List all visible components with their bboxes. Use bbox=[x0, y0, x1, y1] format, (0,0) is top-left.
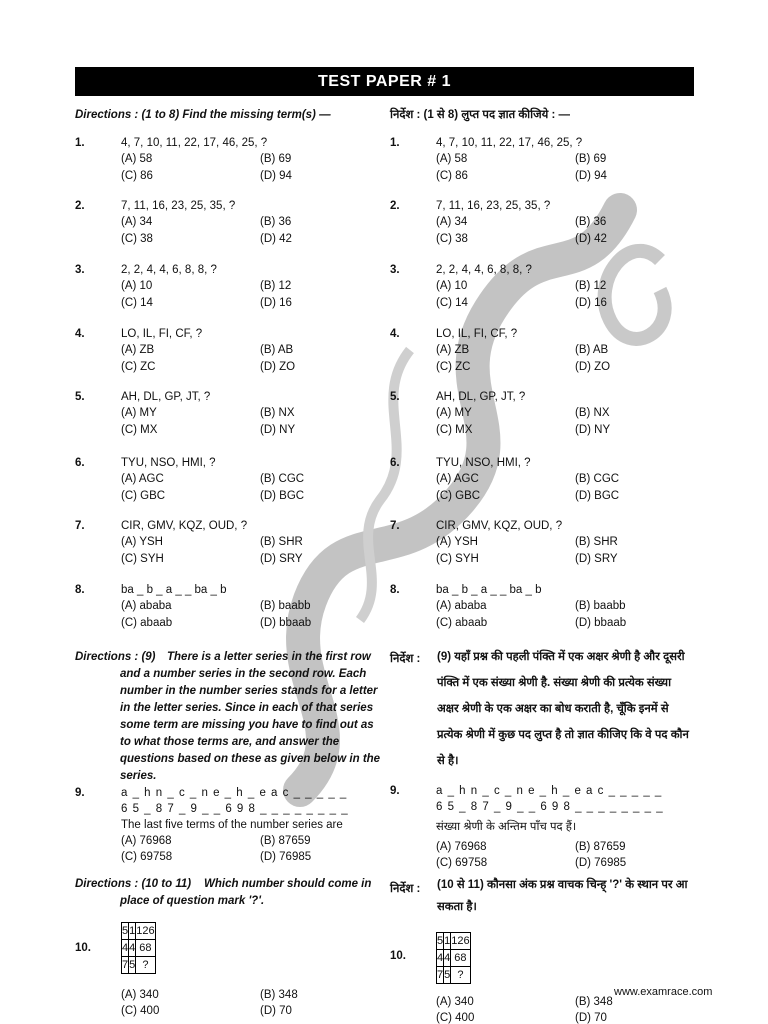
question-text: AH, DL, GP, JT, ? bbox=[436, 391, 526, 403]
option-b: (B) AB bbox=[575, 344, 609, 356]
option-a: (A) MY bbox=[121, 407, 157, 419]
option-c: (C) 38 bbox=[121, 233, 153, 245]
question-number: 4. bbox=[390, 328, 400, 340]
question-number: 5. bbox=[75, 391, 85, 403]
question-text: LO, IL, FI, CF, ? bbox=[436, 328, 518, 340]
option-c: (C) MX bbox=[121, 424, 158, 436]
question-text: 4, 7, 10, 11, 22, 17, 46, 25, ? bbox=[121, 137, 268, 149]
option-d: (D) ZO bbox=[575, 361, 611, 373]
option-d: (D) 42 bbox=[260, 233, 292, 245]
option-a: (A) ZB bbox=[121, 344, 155, 356]
option-b: (B) 12 bbox=[260, 280, 292, 292]
option-b: (B) 12 bbox=[575, 280, 607, 292]
option-b: (B) AB bbox=[260, 344, 294, 356]
option-c: (C) 86 bbox=[121, 170, 153, 182]
question-text: 7, 11, 16, 23, 25, 35, ? bbox=[121, 200, 236, 212]
question-text: 4, 7, 10, 11, 22, 17, 46, 25, ? bbox=[436, 137, 583, 149]
option-a: (A) 10 bbox=[121, 280, 153, 292]
question-text: TYU, NSO, HMI, ? bbox=[436, 457, 531, 469]
option-d: (D) SRY bbox=[260, 553, 303, 565]
option-d: (D) 94 bbox=[575, 170, 607, 182]
option-b: (B) NX bbox=[260, 407, 295, 419]
question-number: 8. bbox=[75, 584, 85, 596]
option-c: (C) 14 bbox=[436, 297, 468, 309]
option-b: (B) 36 bbox=[260, 216, 292, 228]
question-text: ba _ b _ a _ _ ba _ b bbox=[436, 584, 542, 596]
option-b: (B) 69 bbox=[575, 153, 607, 165]
option-b: (B) 69 bbox=[260, 153, 292, 165]
option-b: (B) CGC bbox=[260, 473, 305, 485]
option-c: (C) SYH bbox=[121, 553, 164, 565]
option-a: (A) AGC bbox=[121, 473, 164, 485]
option-a: (A) YSH bbox=[121, 536, 163, 548]
option-d: (D) bbaab bbox=[260, 617, 312, 629]
option-a: (A) 34 bbox=[121, 216, 153, 228]
option-d: (D) ZO bbox=[260, 361, 296, 373]
question-text: 7, 11, 16, 23, 25, 35, ? bbox=[436, 200, 551, 212]
option-a: (A) 58 bbox=[436, 153, 468, 165]
option-a: (A) AGC bbox=[436, 473, 479, 485]
option-a: (A) 58 bbox=[121, 153, 153, 165]
number-grid: 5 1 126 4 4 68 7 5 ? bbox=[121, 922, 156, 974]
question-number: 2. bbox=[390, 200, 400, 212]
option-c: (C) abaab bbox=[121, 617, 173, 629]
option-c: (C) ZC bbox=[436, 361, 471, 373]
option-a: (A) ababa bbox=[436, 600, 487, 612]
question-text: CIR, GMV, KQZ, OUD, ? bbox=[436, 520, 563, 532]
option-d: (D) NY bbox=[260, 424, 296, 436]
question-text: TYU, NSO, HMI, ? bbox=[121, 457, 216, 469]
option-d: (D) SRY bbox=[575, 553, 618, 565]
question-number: 5. bbox=[390, 391, 400, 403]
question-number: 6. bbox=[75, 457, 85, 469]
option-c: (C) 14 bbox=[121, 297, 153, 309]
option-d: (D) 16 bbox=[260, 297, 292, 309]
directions-1-8: Directions : (1 to 8) Find the missing term(s) — bbox=[75, 109, 331, 121]
question-text: AH, DL, GP, JT, ? bbox=[121, 391, 211, 403]
hindi-number-grid: 5 1 126 4 4 68 7 5 ? bbox=[436, 932, 471, 984]
question-number: 2. bbox=[75, 200, 85, 212]
option-b: (B) baabb bbox=[575, 600, 626, 612]
option-a: (A) 10 bbox=[436, 280, 468, 292]
footer-website: www.examrace.com bbox=[614, 986, 713, 998]
option-d: (D) 42 bbox=[575, 233, 607, 245]
question-number: 6. bbox=[390, 457, 400, 469]
question-text: 2, 2, 4, 4, 6, 8, 8, ? bbox=[436, 264, 532, 276]
option-d: (D) 94 bbox=[260, 170, 292, 182]
option-a: (A) YSH bbox=[436, 536, 478, 548]
option-a: (A) 34 bbox=[436, 216, 468, 228]
question-number: 7. bbox=[75, 520, 85, 532]
question-number: 3. bbox=[75, 264, 85, 276]
option-d: (D) BGC bbox=[575, 490, 620, 502]
hindi-directions-1-8: निर्देश : (1 से 8) लुप्त पद ज्ञात कीजिये : — bbox=[390, 109, 571, 121]
option-d: (D) 16 bbox=[575, 297, 607, 309]
option-d: (D) BGC bbox=[260, 490, 305, 502]
option-c: (C) GBC bbox=[436, 490, 481, 502]
question-number: 7. bbox=[390, 520, 400, 532]
option-b: (B) NX bbox=[575, 407, 610, 419]
option-a: (A) ababa bbox=[121, 600, 172, 612]
option-c: (C) SYH bbox=[436, 553, 479, 565]
option-d: (D) NY bbox=[575, 424, 611, 436]
question-text: 2, 2, 4, 4, 6, 8, 8, ? bbox=[121, 264, 217, 276]
question-text: ba _ b _ a _ _ ba _ b bbox=[121, 584, 227, 596]
question-number: 4. bbox=[75, 328, 85, 340]
option-b: (B) SHR bbox=[575, 536, 618, 548]
option-d: (D) bbaab bbox=[575, 617, 627, 629]
option-c: (C) 38 bbox=[436, 233, 468, 245]
option-b: (B) CGC bbox=[575, 473, 620, 485]
option-b: (B) SHR bbox=[260, 536, 303, 548]
option-a: (A) MY bbox=[436, 407, 472, 419]
question-number: 1. bbox=[75, 137, 85, 149]
question-text: LO, IL, FI, CF, ? bbox=[121, 328, 203, 340]
question-number: 8. bbox=[390, 584, 400, 596]
question-number: 3. bbox=[390, 264, 400, 276]
option-c: (C) 86 bbox=[436, 170, 468, 182]
page-title: TEST PAPER # 1 bbox=[75, 67, 694, 96]
option-a: (A) ZB bbox=[436, 344, 470, 356]
option-c: (C) ZC bbox=[121, 361, 156, 373]
option-b: (B) baabb bbox=[260, 600, 311, 612]
option-b: (B) 36 bbox=[575, 216, 607, 228]
question-text: CIR, GMV, KQZ, OUD, ? bbox=[121, 520, 248, 532]
option-c: (C) MX bbox=[436, 424, 473, 436]
option-c: (C) abaab bbox=[436, 617, 488, 629]
option-c: (C) GBC bbox=[121, 490, 166, 502]
question-number: 1. bbox=[390, 137, 400, 149]
